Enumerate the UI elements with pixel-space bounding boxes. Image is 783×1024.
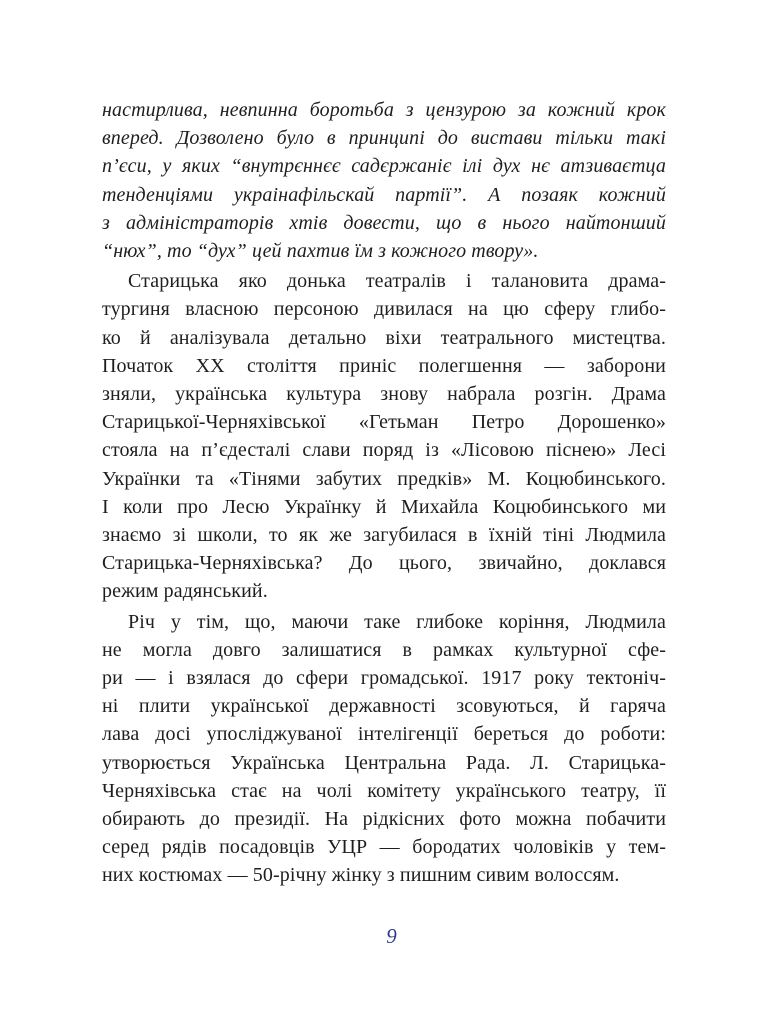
paragraph-line: тургиня власною персоною дивилася на цю сферу глибо- [102, 298, 666, 321]
quote-line: тенденціями украінафільскай партії”. А позаяк кожний [102, 183, 666, 206]
paragraph-line: них костюмах — 50-річну жінку з пишним сивим волоссям. [102, 864, 620, 887]
paragraph-line: ри — і взялася до сфери громадської. 1917 року тектоніч- [102, 667, 666, 689]
quote-line: з адміністраторів хтів довести, що в нього найтонший [102, 211, 666, 234]
paragraph-line: серед рядів посадовців УЦР — бородатих чоловіків у тем- [102, 836, 666, 859]
paragraph-line: утворюється Українська Центральна Рада. Л. Старицька- [102, 751, 666, 774]
quote-line: вперед. Дозволено було в принципі до вистави тільки такі [102, 127, 666, 150]
paragraph-line: не могла довго залишатися в рамках культурної сфе- [102, 638, 666, 661]
paragraph-line: режим радянський. [102, 580, 268, 603]
quote-line: “нюх”, то “дух” цей пахтив їм з кожного твору». [102, 240, 539, 262]
paragraph-line: Старицька яко донька театралів і талановита драма- [128, 270, 666, 293]
paragraph-line: Старицька-Черняхівська? До цього, звичайно, доклався [102, 552, 666, 575]
paragraph-line: зняли, українська культура знову набрала розгін. Драма [102, 383, 666, 405]
page-number: 9 [386, 924, 397, 948]
paragraph-line: І коли про Лесю Українку й Михайла Коцюбинського ми [102, 495, 666, 518]
quote-line: п’єси, у яких “внутрєннєє садєржаніє ілі дух нє атзиваєтца [102, 155, 666, 178]
paragraph-line: Початок XX століття приніс полегшення — заборони [102, 354, 666, 377]
paragraph-line: лава досі упосліджуваної інтелігенції береться до роботи: [102, 723, 666, 746]
paragraph-line: стояла на п’єдесталі слави поряд із «Лісовою піснею» Лесі [102, 439, 666, 462]
paragraph-line: обирають до президії. На рідкісних фото можна побачити [102, 808, 666, 830]
paragraph-line: знаємо зі школи, то як же загубилася в їхній тіні Людмила [102, 524, 666, 546]
paragraph-line: Українки та «Тінями забутих предків» М. Коцюбинського. [102, 467, 666, 490]
paragraph-line: ні плити української державності зсовуються, й гаряча [102, 695, 666, 718]
paragraph-line: ко й аналізувала детально віхи театрального мистецтва. [102, 326, 666, 349]
paragraph-line: Річ у тім, що, маючи таке глибоке коріння, Людмила [128, 610, 666, 633]
paragraph-line: Черняхівська стає на чолі комітету українського театру, її [102, 779, 666, 802]
quote-line: настирлива, невпинна боротьба з цензурою за кожний крок [102, 99, 666, 121]
paragraph-line: Старицької-Черняхівської «Гетьман Петро Дорошенко» [102, 411, 666, 434]
